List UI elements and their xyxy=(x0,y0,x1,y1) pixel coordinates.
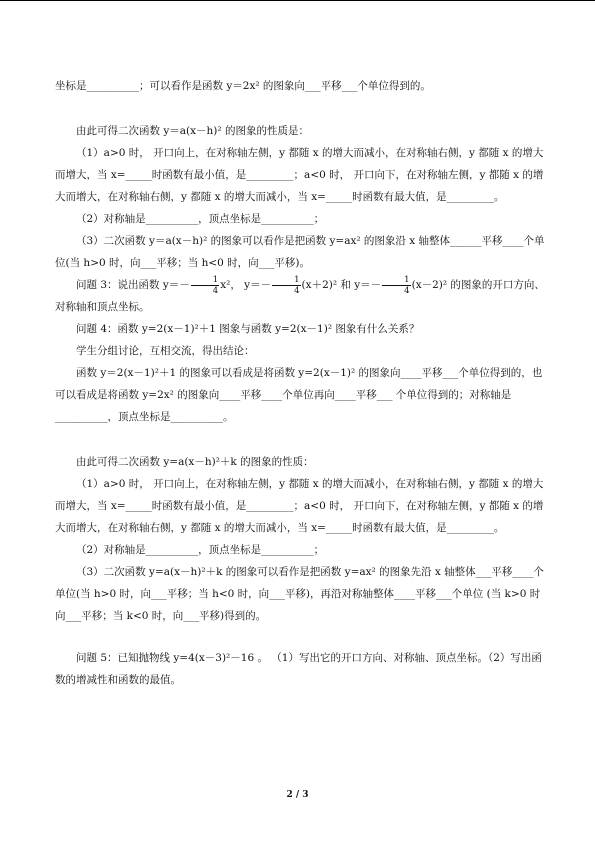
paragraph-properties-heading-2: 由此可得二次函数 y=a(x－h)²＋k 的图象的性质： xyxy=(76,456,314,468)
paragraph-question-5: 问题 5：已知抛物线 y=4(x－3)²－16 。 （1）写出它的开口方向、对称轴、顶点坐标。（2）写出函数的增减性和函数的最值。 xyxy=(55,652,542,686)
top-rule xyxy=(0,0,595,1)
paragraph-properties-heading-1: 由此可得二次函数 y＝a(x－h)² 的图象的性质是： xyxy=(76,125,309,137)
paragraph-conclusion: 函数 y＝2(x－1)²＋1 的图象可以看成是将函数 y=2(x－1)² 的图象向____平移___个单位得到的，也可以看成是将函数 y=2x² 的图象向____平移____个单位再向____平移___ 个单位得到的；对称轴是__________，顶点坐标是__________。 xyxy=(55,367,543,423)
paragraph-property-2b: （2）对称轴是__________，顶点坐标是__________； xyxy=(76,544,325,556)
paragraph-vertex-shift: 坐标是__________；可以看作是函数 y＝2x² 的图象向___平移___个单位得到的。 xyxy=(55,80,431,92)
paragraph-property-1b: （2）对称轴是__________，顶点坐标是__________； xyxy=(76,213,325,225)
fraction: $\frac{1}{4}$ xyxy=(272,275,300,296)
paragraph-discussion: 学生分组讨论，互相交流，得出结论： xyxy=(76,345,255,357)
paragraph-question-3: 问题 3：说出函数 y＝－ $\frac{1}{4}$ x²， y＝－ $\frac{1}{4}$ (x＋2)² 和 y＝－ $\frac{1}{4}$ (x－2)² 的图象的开口方向、对称轴和顶点坐标。 xyxy=(55,274,545,313)
paragraph-property-1c: （3）二次函数 y＝a(x－h)² 的图象可以看作是把函数 y=ax² 的图象沿 x 轴整体______平移____个单位(当 h>0 时，向___平移；当 h<0 时，向___平移)。 xyxy=(55,235,545,269)
paragraph-question-4: 问题 4：函数 y=2(x－1)²＋1 图象与函数 y=2(x－1)² 图象有什么关系？ xyxy=(76,323,420,335)
fraction: $\frac{1}{4}$ xyxy=(191,275,219,296)
fraction: $\frac{1}{4}$ xyxy=(382,275,410,296)
paragraph-property-1a: （1）a>0 时， 开口向上，在对称轴左侧，y 都随 x 的增大而减小，在对称轴右侧，y 都随 x 的增大而增大，当 x=_____时函数有最小值，是_________；a<0 时， 开口向下，在对称轴左侧，y 都随 x 的增大而增大，在对称轴右侧，y 都随 x 的增大而减小，当 x=_____时函数有最大值，是_________。 xyxy=(55,147,544,203)
paragraph-property-2c: （3）二次函数 y=a(x－h)²＋k 的图象可以看作是把函数 y=ax² 的图象先沿 x 轴整体___平移____个单位(当 h>0 时，向___平移；当 h<0 时，向___平移)，再沿对称轴整体____平移___个单位 (当 k>0 时向___平移；当 k<0 时，向___平移)得到的。 xyxy=(55,566,544,622)
page-number: 2 / 3 xyxy=(286,790,309,800)
document-body xyxy=(55,75,547,691)
paragraph-property-2a: （1）a>0 时， 开口向上，在对称轴左侧，y 都随 x 的增大而减小，在对称轴右侧，y 都随 x 的增大而增大，当 x=_____时函数有最小值，是_________；a<0 时， 开口向下，在对称轴左侧，y 都随 x 的增大而增大，在对称轴右侧，y 都随 x 的增大而减小，当 x=_____时函数有最大值，是_________。 xyxy=(55,478,544,534)
